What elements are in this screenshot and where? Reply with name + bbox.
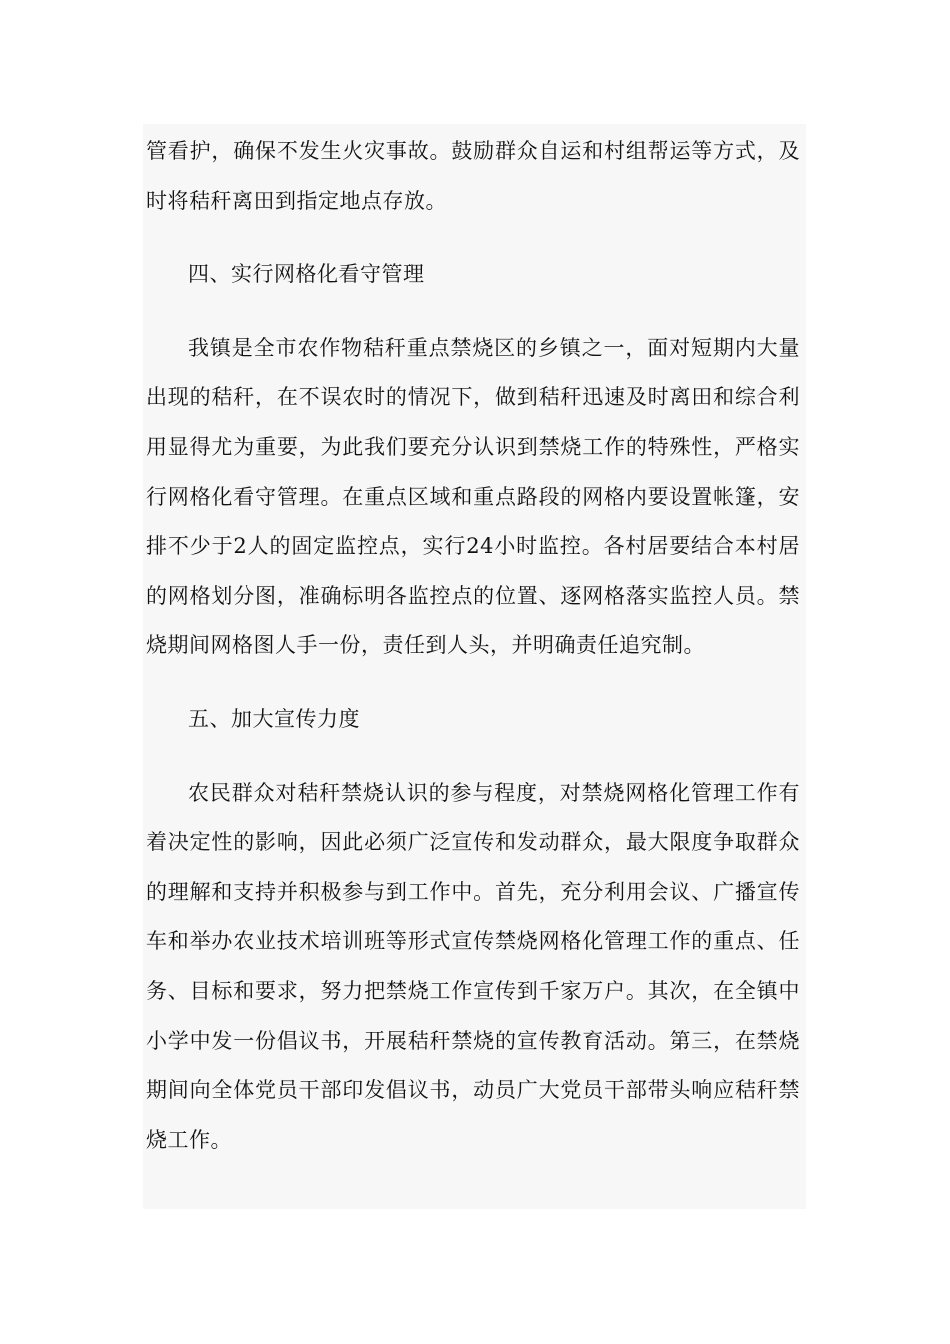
paragraph-gap	[146, 226, 800, 250]
paragraph-gap	[146, 745, 800, 769]
section-heading-five: 五、加大宣传力度	[188, 706, 360, 731]
paragraph-publicity: 农民群众对秸秆禁烧认识的参与程度，对禁烧网格化管理工作有着决定性的影响，因此必须广泛宣传和发动群众，最大限度争取群众的理解和支持并积极参与到工作中。首先，充分利用会议、广播宣传车和举办农业技术培训班等形式宣传禁烧网格化管理工作的重点、任务、目标和要求，努力把禁烧工作宣传到千家万户。其次，在全镇中小学中发一份倡议书，开展秸秆禁烧的宣传教育活动。第三，在禁烧期间向全体党员干部印发倡议书，动员广大党员干部带头响应秸秆禁烧工作。	[146, 780, 800, 1152]
paragraph-gap	[146, 300, 800, 324]
paragraph-continuation: 管看护，确保不发生火灾事故。鼓励群众自运和村组帮运等方式，及时将秸秆离田到指定地点存放。	[146, 139, 800, 213]
paragraph-gap	[146, 671, 800, 695]
section-heading-four: 四、实行网格化看守管理	[188, 262, 425, 287]
paragraph-grid-management: 我镇是全市农作物秸秆重点禁烧区的乡镇之一，面对短期内大量出现的秸秆，在不误农时的情况下，做到秸秆迅速及时离田和综合利用显得尤为重要，为此我们要充分认识到禁烧工作的特殊性，严格实行网格化看守管理。在重点区域和重点路段的网格内要设置帐篷，安排不少于2人的固定监控点，实行24小时监控。各村居要结合本村居的网格划分图，准确标明各监控点的位置、逐网格落实监控人员。禁烧期间网格图人手一份，责任到人头，并明确责任追究制。	[146, 335, 800, 658]
document-body	[146, 127, 800, 1165]
